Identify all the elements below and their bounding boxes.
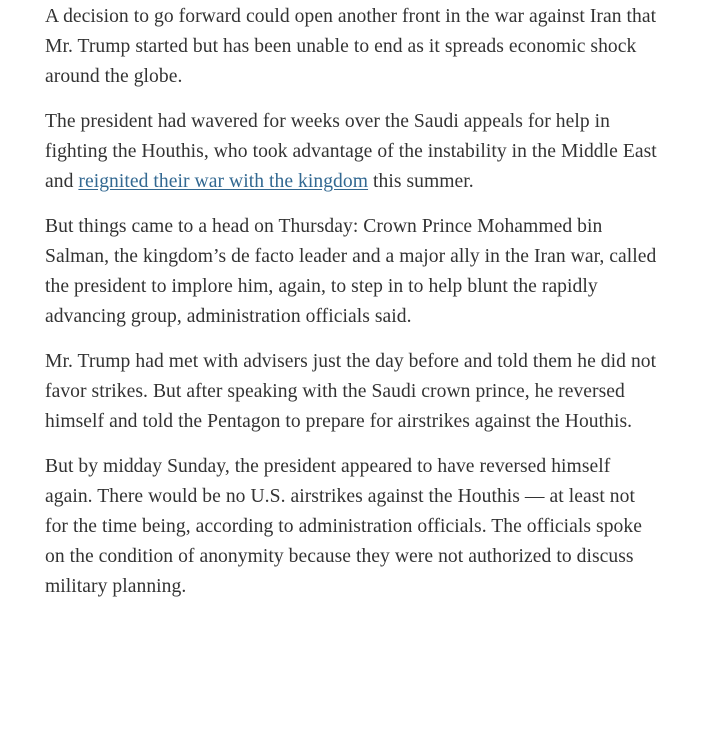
reignited-war-link[interactable]: reignited their war with the kingdom	[78, 171, 369, 192]
article-paragraph-3: But things came to a head on Thursday: Crown Prince Mohammed bin Salman, the kingdom’s de facto leader and a major ally in the Iran war, called the president to implore him, again, to step in to help blunt the rapidly advancing group, administration officials said.	[45, 216, 657, 327]
article-paragraph-1: A decision to go forward could open another front in the war against Iran that Mr. Trump started but has been unable to end as it spreads economic shock around the globe.	[45, 6, 657, 87]
paragraph-text-before-link: The president had wavered for weeks over the Saudi appeals for help in fighting the Houthis, who took advantage of the instability in the Middle East and	[45, 111, 657, 192]
paragraph-text-after-link: this summer.	[368, 171, 474, 192]
article-body	[45, 2, 657, 617]
article-paragraph-5: But by midday Sunday, the president appeared to have reversed himself again. There would be no U.S. airstrikes against the Houthis — at least not for the time being, according to administration officials. The officials spoke on the condition of anonymity because they were not authorized to discuss military planning.	[45, 456, 643, 597]
article-paragraph-4: Mr. Trump had met with advisers just the day before and told them he did not favor strikes. But after speaking with the Saudi crown prince, he reversed himself and told the Pentagon to prepare for airstrikes against the Houthis.	[45, 351, 657, 432]
article-paragraph-2	[45, 107, 657, 197]
